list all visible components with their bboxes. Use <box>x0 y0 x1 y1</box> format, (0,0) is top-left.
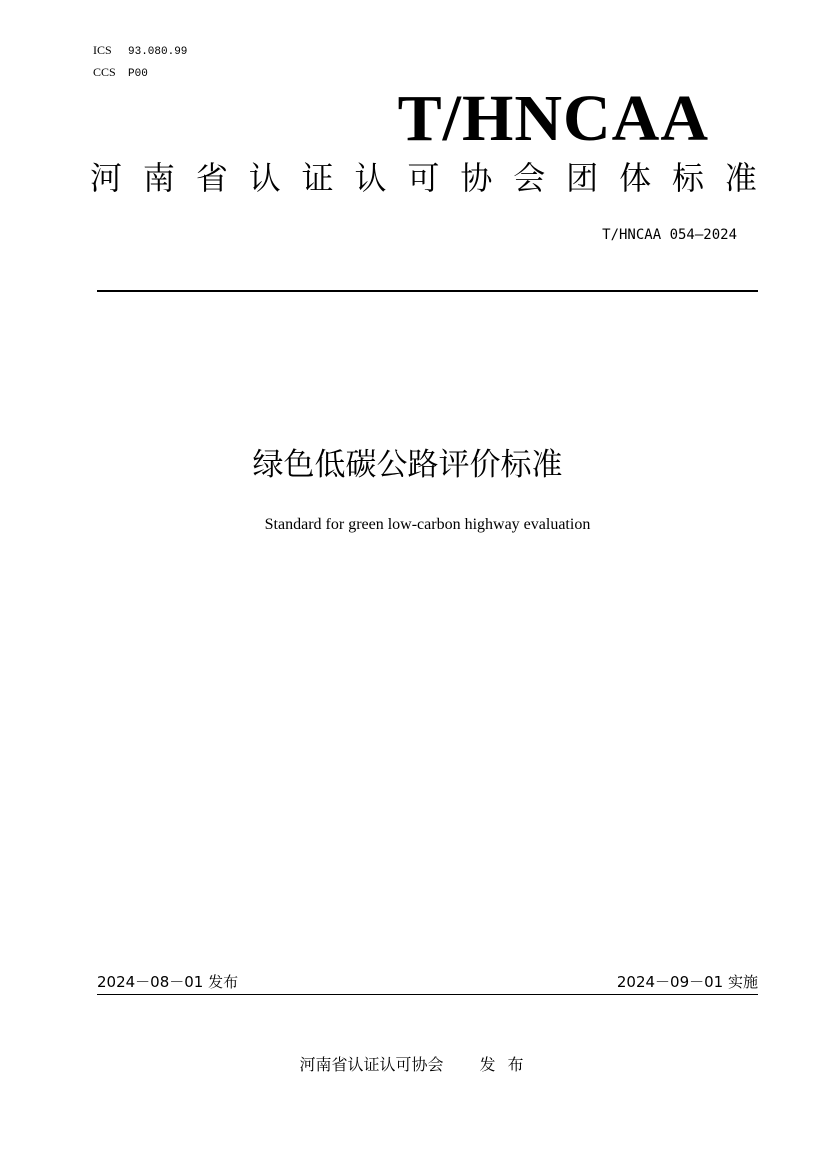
org-standard-char: 会 <box>513 159 546 197</box>
org-standard-char: 证 <box>301 159 334 197</box>
issue-date: 2024－08－01 发布 <box>97 973 239 991</box>
publisher-label: 发布 <box>479 1055 536 1074</box>
org-standard-char: 省 <box>195 159 228 197</box>
classification-codes <box>93 40 187 84</box>
org-standard-char: 河 <box>90 159 123 197</box>
org-standard-char: 标 <box>671 159 704 197</box>
org-standard-char: 准 <box>724 159 757 197</box>
org-standard-char: 南 <box>142 159 175 197</box>
organization-standard-title <box>90 158 757 198</box>
org-standard-char: 体 <box>619 159 652 197</box>
ccs-label: CCS <box>93 65 116 79</box>
org-standard-char: 认 <box>354 159 387 197</box>
standard-title-chinese: 绿色低碳公路评价标准 <box>252 447 563 483</box>
ics-label: ICS <box>93 43 112 57</box>
ccs-value: P00 <box>128 68 148 80</box>
top-divider <box>97 290 758 292</box>
document-number: T/HNCAA 054—2024 <box>602 227 737 243</box>
ics-line <box>93 40 187 62</box>
bottom-divider <box>97 994 758 995</box>
org-standard-char: 团 <box>566 159 599 197</box>
standard-title-english: Standard for green low-carbon highway evaluation <box>264 516 591 533</box>
implementation-date: 2024－09－01 实施 <box>616 973 758 991</box>
org-standard-char: 协 <box>460 159 493 197</box>
publisher-name: 河南省认证认可协会 <box>299 1055 444 1074</box>
ics-value: 93.080.99 <box>128 46 188 58</box>
org-standard-char: 可 <box>407 159 440 197</box>
org-standard-char: 认 <box>248 159 281 197</box>
publisher-line <box>0 1053 815 1077</box>
brand-code: T/HNCAA <box>397 82 709 155</box>
ccs-line <box>93 62 187 84</box>
